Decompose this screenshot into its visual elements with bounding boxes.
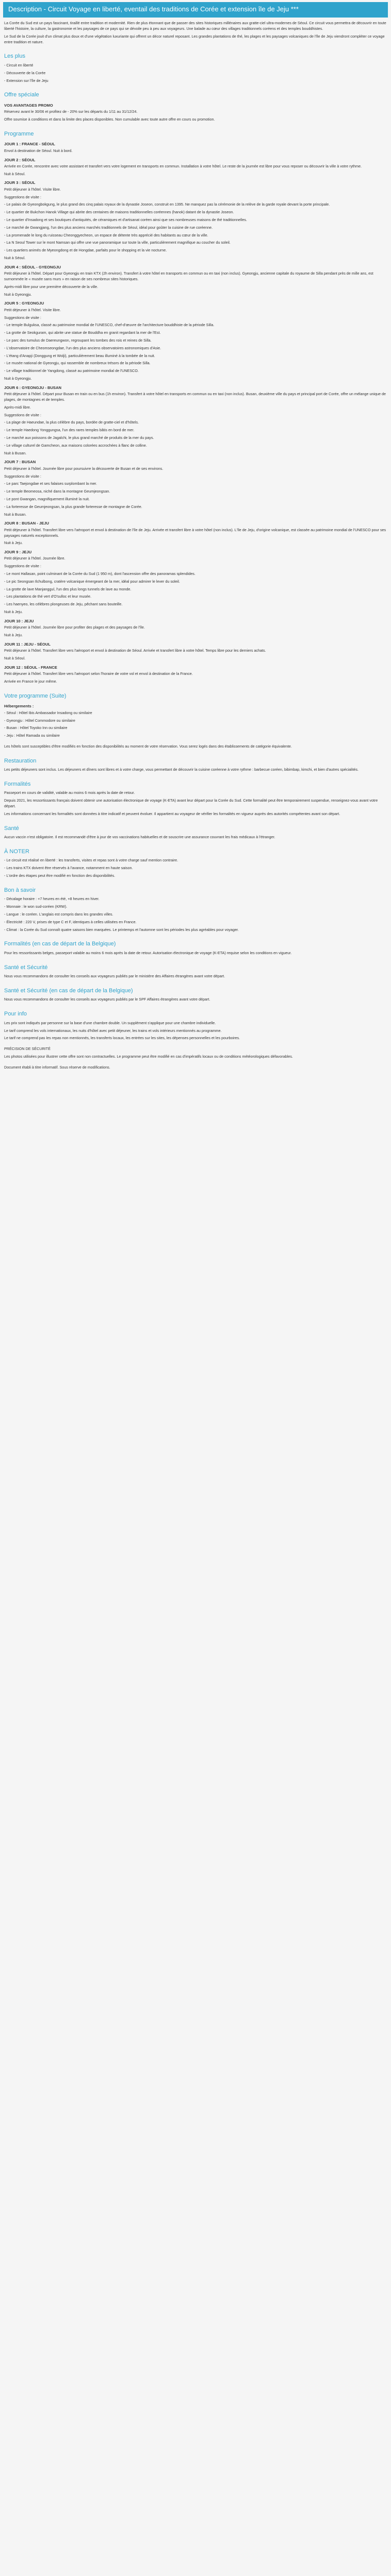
day-heading: JOUR 12 : SÉOUL - FRANCE [4, 665, 57, 670]
text-line: - Le circuit est réalisé en liberté : les transferts, visites et repas sont à votre charge sauf mention contraire. [4, 858, 178, 863]
day-line: - L'étang d'Anapji (Donggung et Wolji), particulièrement beau illuminé à la tombée de la nuit. [4, 353, 155, 358]
day-line: - Le mont Hallasan, point culminant de la Corée du Sud (1 950 m), dont l'ascension offre des panoramas splendides. [4, 571, 196, 577]
day-block [4, 180, 387, 261]
text-line: Aucun vaccin n'est obligatoire. Il est recommandé d'être à jour de vos vaccinations habituelles et de souscrire une assurance couvrant les frais médicaux à l'étranger. [4, 835, 275, 840]
content-section [4, 940, 387, 956]
day-line: Nuit à Séoul. [4, 656, 26, 661]
section-title: Bon à savoir [4, 887, 36, 893]
day-line: Petit déjeuner à l'hôtel. Visite libre. [4, 307, 61, 312]
page [0, 0, 391, 1083]
day-block [4, 665, 387, 685]
section-title: Santé et Sécurité [4, 964, 48, 971]
day-heading: JOUR 2 : SÉOUL [4, 157, 36, 162]
text-line: Document établi à titre informatif. Sous réserve de modifications. [4, 1064, 110, 1070]
day-line: - La N Seoul Tower sur le mont Namsan qui offre une vue panoramique sur toute la ville, particulièrement magnifique au coucher du soleil. [4, 240, 231, 245]
day-line: Nuit à Gyeongju. [4, 292, 32, 297]
intro [4, 21, 387, 45]
day-heading: JOUR 9 : JEJU [4, 550, 32, 555]
day-line: Arrivée en Corée, rencontre avec votre assistant et transfert vers votre logement en transports en commun. Installation à votre hôtel. Le reste de la journée est libre pour vous reposer ou découvrir la ville à votre rythme. [4, 163, 362, 168]
section-title: Santé et Sécurité (en cas de départ de la Belgique) [4, 987, 133, 994]
day-line: Petit déjeuner à l'hôtel. Transfert libre vers l'aéroport et envol à destination de l'île de Jeju. Arrivée et transfert libre à votre hôtel (non inclus). L'île de Jeju, d'origine volcanique, est classée au patrimoine mondial de l'UNESCO pour ses paysages naturels exceptionnels. [4, 527, 386, 538]
day-line: Nuit à Busan. [4, 512, 27, 517]
day-line: Suggestions de visite : [4, 473, 41, 479]
day-line: - La grotte de Seokguram, qui abrite une statue de Bouddha en granit regardant la mer de l'Est. [4, 330, 161, 335]
content-section [4, 886, 387, 933]
day-heading: JOUR 4 : SÉOUL - GYEONGJU [4, 264, 61, 269]
day-block [4, 141, 387, 154]
main-content [0, 18, 391, 1082]
text-line: Les informations concernant les formalités sont données à titre indicatif et peuvent évoluer. Il appartient au voyageur de vérifier les formalités en vigueur auprès des autorités compétentes avant son départ. [4, 811, 340, 816]
text-line: - L'ordre des étapes peut être modifié en fonction des disponibilités. [4, 873, 116, 878]
text-line: Les prix sont indiqués par personne sur la base d'une chambre double. Un supplément s'applique pour une chambre individuelle. [4, 1020, 216, 1025]
text-line: - Les trains KTX doivent être réservés à l'avance, notamment en haute saison. [4, 866, 133, 871]
day-line: - La plage de Haeundae, la plus célèbre du pays, bordée de gratte-ciel et d'hôtels. [4, 420, 139, 425]
day-line: - Le parc Taejongdae et ses falaises surplombant la mer. [4, 481, 97, 486]
text-line: - Jeju : Hôtel Ramada ou similaire [4, 733, 60, 738]
day-block [4, 385, 387, 456]
day-line: Nuit à Jeju. [4, 540, 23, 546]
section-title: Formalités [4, 781, 31, 787]
text-line: Depuis 2021, les ressortissants français doivent obtenir une autorisation électronique de voyage (K-ETA) avant leur départ pour la Corée du Sud. Cette formalité peut être temporairement suspendue, renseignez-vous avant votre départ. [4, 798, 378, 809]
day-line: Après-midi libre pour une première découverte de la ville. [4, 284, 99, 289]
day-line: - Le village culturel de Gamcheon, aux maisons colorées accrochées à flanc de colline. [4, 443, 147, 448]
day-heading: JOUR 6 : GYEONGJU - BUSAN [4, 385, 61, 390]
day-line: Après-midi libre. [4, 404, 31, 410]
day-line: Suggestions de visite : [4, 564, 41, 569]
day-line: Nuit à Jeju. [4, 633, 23, 638]
text-line: PRÉCISION DE SÉCURITÉ [4, 1046, 51, 1052]
day-line: - Les quartiers animés de Myeongdong et de Hongdae, parfaits pour le shopping et la vie nocturne. [4, 248, 167, 253]
text-line: Nous vous recommandons de consulter les conseils aux voyageurs publiés par le ministère des Affaires étrangères avant votre départ. [4, 974, 225, 979]
text-line: - Séoul : Hôtel Ibis Ambassador Insadong ou similaire [4, 710, 92, 715]
text-line: Réservez avant le 30/06 et profitez de - 20% sur les départs du 1/11 au 31/12/24. [4, 109, 138, 114]
text-line: - Climat : la Corée du Sud connaît quatre saisons bien marquées. Le printemps et l'automne sont les périodes les plus agréables pour voyager. [4, 927, 239, 932]
day-line: - Le village traditionnel de Yangdong, classé au patrimoine mondial de l'UNESCO. [4, 368, 139, 374]
section-title: Les plus [4, 53, 25, 60]
day-line: Petit déjeuner à l'hôtel. Journée libre pour profiter des plages et des paysages de l'île. [4, 625, 145, 630]
day-line: - Le palais de Gyeongbokgung, le plus grand des cinq palais royaux de la dynastie Joseon, construit en 1395. Ne manquez pas la cérémonie de la relève de la garde royale devant la porte principale. [4, 202, 330, 207]
day-line: - Le marché de Gwangjang, l'un des plus anciens marchés traditionnels de Séoul, idéal pour goûter la cuisine de rue coréenne. [4, 225, 213, 230]
day-line: Petit déjeuner à l'hôtel. Départ pour Gyeongju en train KTX (2h environ). Transfert à votre hôtel en transports en commun ou en taxi (non inclus). Gyeongju, ancienne capitale du royaume de Silla pendant près de mille ans, est surnommée le « musée sans murs » en raison de ses nombreux sites historiques. [4, 271, 373, 282]
section-title: Votre programme (Suite) [4, 692, 67, 699]
day-line: Nuit à Busan. [4, 450, 27, 455]
content-section [4, 91, 387, 122]
text-line: - Décalage horaire : +7 heures en été, +8 heures en hiver. [4, 896, 100, 902]
day-line: - La grotte de lave Manjanggul, l'un des plus longs tunnels de lave au monde. [4, 586, 132, 591]
content-section [4, 757, 387, 773]
text-line: Nous vous recommandons de consulter les conseils aux voyageurs publiés par le SPF Affaires étrangères avant votre départ. [4, 997, 210, 1002]
section-title: Restauration [4, 757, 37, 764]
day-line: Petit déjeuner à l'hôtel. Journée libre pour poursuivre la découverte de Busan et de ses environs. [4, 466, 164, 471]
content-section [4, 692, 387, 750]
text-line: - Extension sur l'île de Jeju [4, 78, 48, 83]
day-line: - Le temple Beomeosa, niché dans la montagne Geumjeongsan. [4, 489, 110, 494]
day-line: - La forteresse de Geumjeongsan, la plus grande forteresse de montagne de Corée. [4, 504, 142, 509]
day-heading: JOUR 1 : FRANCE - SÉOUL [4, 142, 55, 147]
text-line: Les photos utilisées pour illustrer cette offre sont non contractuelles. Le programme peut être modifié en cas d'impératifs locaux ou de conditions météorologiques défavorables. [4, 1054, 293, 1059]
day-block [4, 549, 387, 615]
day-line: - Le pic Seongsan Ilchulbong, cratère volcanique émergeant de la mer, idéal pour admirer le lever du soleil. [4, 579, 180, 584]
content-section [4, 848, 387, 879]
day-block [4, 157, 387, 177]
page-header [3, 2, 388, 18]
day-block [4, 459, 387, 517]
day-line: Nuit à Gyeongju. [4, 376, 32, 381]
day-line: Arrivée en France le jour même. [4, 679, 57, 684]
section-title: Offre spéciale [4, 92, 39, 98]
section-title: Pour info [4, 1011, 27, 1018]
day-line: Nuit à Jeju. [4, 609, 23, 615]
day-line: Nuit à Séoul. [4, 256, 26, 261]
content-section [4, 963, 387, 979]
text-line: Les petits déjeuners sont inclus. Les déjeuners et dîners sont libres et à votre charge, vous permettant de découvrir la cuisine coréenne à votre rythme : barbecue coréen, bibimbap, kimchi, et bien d'autres spécialités. [4, 767, 359, 772]
section-subtitle: VOS AVANTAGES PROMO [4, 103, 53, 108]
text-line: Le tarif ne comprend pas les repas non mentionnés, les transferts locaux, les entrées sur les sites, les dépenses personnelles et les pourboires. [4, 1036, 240, 1041]
text-line: - Monnaie : le won sud-coréen (KRW). [4, 904, 68, 909]
day-block [4, 618, 387, 638]
text-line: - Découverte de la Corée [4, 70, 46, 75]
day-heading: JOUR 3 : SÉOUL [4, 180, 36, 185]
day-line: - Les plantations de thé vert d'O'sulloc et leur musée. [4, 594, 91, 599]
day-line: - Le musée national de Gyeongju, qui rassemble de nombreux trésors de la période Silla. [4, 361, 151, 366]
day-line: - Le quartier de Bukchon Hanok Village qui abrite des centaines de maisons traditionnelles coréennes (hanok) datant de la dynastie Joseon. [4, 210, 234, 215]
section-title: Programme [4, 130, 34, 137]
day-line: - Le marché aux poissons de Jagalchi, le plus grand marché de produits de la mer du pays. [4, 435, 154, 440]
text-line: - Électricité : 220 V, prises de type C et F, identiques à celles utilisées en France. [4, 919, 137, 924]
text-line: - Circuit en liberté [4, 62, 34, 67]
day-line: - Le pont Gwangan, magnifiquement illuminé la nuit. [4, 496, 90, 501]
day-line: Petit déjeuner à l'hôtel. Transfert libre vers l'aéroport et envol à destination de Séoul. Arrivée et transfert libre à votre hôtel. Temps libre pour les derniers achats. [4, 648, 266, 653]
day-heading: JOUR 8 : BUSAN - JEJU [4, 521, 49, 526]
day-line: - Le temple Haedong Yonggungsa, l'un des rares temples bâtis en bord de mer. [4, 428, 135, 433]
day-line: - La promenade le long du ruisseau Cheonggyecheon, un espace de détente très apprécié des habitants au cœur de la ville. [4, 232, 208, 238]
day-line: Suggestions de visite : [4, 412, 41, 417]
day-line: Suggestions de visite : [4, 194, 41, 199]
intro-paragraph: Le Sud de la Corée jouit d'un climat plus doux et d'une végétation luxuriante qui offrent un décor naturel reposant. Les grandes plantations de thé, les plages et les paysages volcaniques de l'île de Jeju viendront compléter ce voyage entre tradition et nature. [4, 33, 385, 44]
text-line: - Langue : le coréen. L'anglais est compris dans les grandes villes. [4, 911, 113, 917]
page-title: Description - Circuit Voyage en liberté, eventail des traditions de Corée et extension île de Jeju *** [8, 5, 299, 13]
day-line: Nuit à Séoul. [4, 171, 26, 176]
content-section [4, 780, 387, 817]
day-line: - Le parc des tumulus de Daereungwon, regroupant les tombes des rois et reines de Silla. [4, 338, 152, 343]
section-title: À NOTER [4, 848, 29, 855]
day-block [4, 520, 387, 546]
day-block [4, 641, 387, 662]
text-line: - Gyeongju : Hôtel Commodore ou similaire [4, 718, 75, 723]
text-line: - Busan : Hôtel Toyoko Inn ou similaire [4, 725, 68, 731]
text-line: Passeport en cours de validité, valable au moins 6 mois après la date de retour. [4, 790, 135, 795]
content-section [4, 1010, 387, 1070]
day-heading: JOUR 11 : JEJU - SÉOUL [4, 641, 51, 647]
day-heading: JOUR 5 : GYEONGJU [4, 301, 44, 306]
text-line: Offre soumise à conditions et dans la limite des places disponibles. Non cumulable avec toute autre offre en cours ou promotion. [4, 117, 215, 122]
day-heading: JOUR 10 : JEJU [4, 618, 34, 623]
day-line: - Les haenyeo, les célèbres plongeuses de Jeju, pêchant sans bouteille. [4, 602, 123, 607]
section-title: Santé [4, 825, 19, 832]
day-block [4, 300, 387, 381]
sections [4, 52, 387, 1070]
day-line: Petit déjeuner à l'hôtel. Visite libre. [4, 187, 61, 192]
day-line: - Le quartier d'Insadong et ses boutiques d'antiquités, de céramiques et d'artisanat coréen ainsi que ses nombreuses maisons de thé traditionnelles. [4, 217, 247, 223]
day-line: Petit déjeuner à l'hôtel. Transfert libre vers l'aéroport selon l'horaire de votre vol et envol à destination de la France. [4, 671, 193, 676]
day-heading: JOUR 7 : BUSAN [4, 460, 36, 465]
content-section [4, 130, 387, 685]
section-title: Formalités (en cas de départ de la Belgique) [4, 941, 116, 947]
content-section [4, 824, 387, 840]
day-line: - L'observatoire de Cheomseongdae, l'un des plus anciens observatoires astronomiques d'Asie. [4, 345, 161, 350]
day-line: Petit déjeuner à l'hôtel. Journée libre. [4, 556, 66, 561]
content-section [4, 987, 387, 1003]
day-line: Petit déjeuner à l'hôtel. Départ pour Busan en train ou en bus (1h environ). Transfert à votre hôtel en transports en commun ou en taxi (non inclus). Busan, deuxième ville du pays et principal port de Corée, offre un mélange unique de plages, de montagnes et de temples. [4, 392, 386, 402]
day-line: Envol à destination de Séoul. Nuit à bord. [4, 148, 73, 153]
text-line: Le tarif comprend les vols internationaux, les nuits d'hôtel avec petit déjeuner, les trains et vols intérieurs mentionnés au programme. [4, 1028, 222, 1033]
text-line: Les hôtels sont susceptibles d'être modifiés en fonction des disponibilités au moment de votre réservation. Vous serez logés dans des établissements de catégorie équivalente. [4, 743, 292, 749]
text-line: Pour les ressortissants belges, passeport valable au moins 6 mois après la date de retour. Autorisation électronique de voyage (K-ETA) requise selon les conditions en vigueur. [4, 950, 292, 955]
day-block [4, 264, 387, 298]
intro-paragraph: La Corée du Sud est un pays fascinant, tiraillé entre tradition et modernité. Rien de plus étonnant que de passer des sites historiques millénaires aux gratte-ciel ultra-modernes de Séoul. Ce circuit vous permettra de découvrir en toute liberté l'histoire, la culture, la gastronomie et les paysages de ce pays qui se dévoile peu à peu aux voyageurs. Une balade au cœur des villages traditionnels coréens et des temples bouddhistes. [4, 21, 386, 31]
section-subtitle: Hébergements : [4, 704, 34, 709]
day-line: Suggestions de visite : [4, 315, 41, 320]
content-section [4, 52, 387, 83]
day-line: - Le temple Bulguksa, classé au patrimoine mondial de l'UNESCO, chef-d'œuvre de l'architecture bouddhiste de la période Silla. [4, 323, 215, 328]
